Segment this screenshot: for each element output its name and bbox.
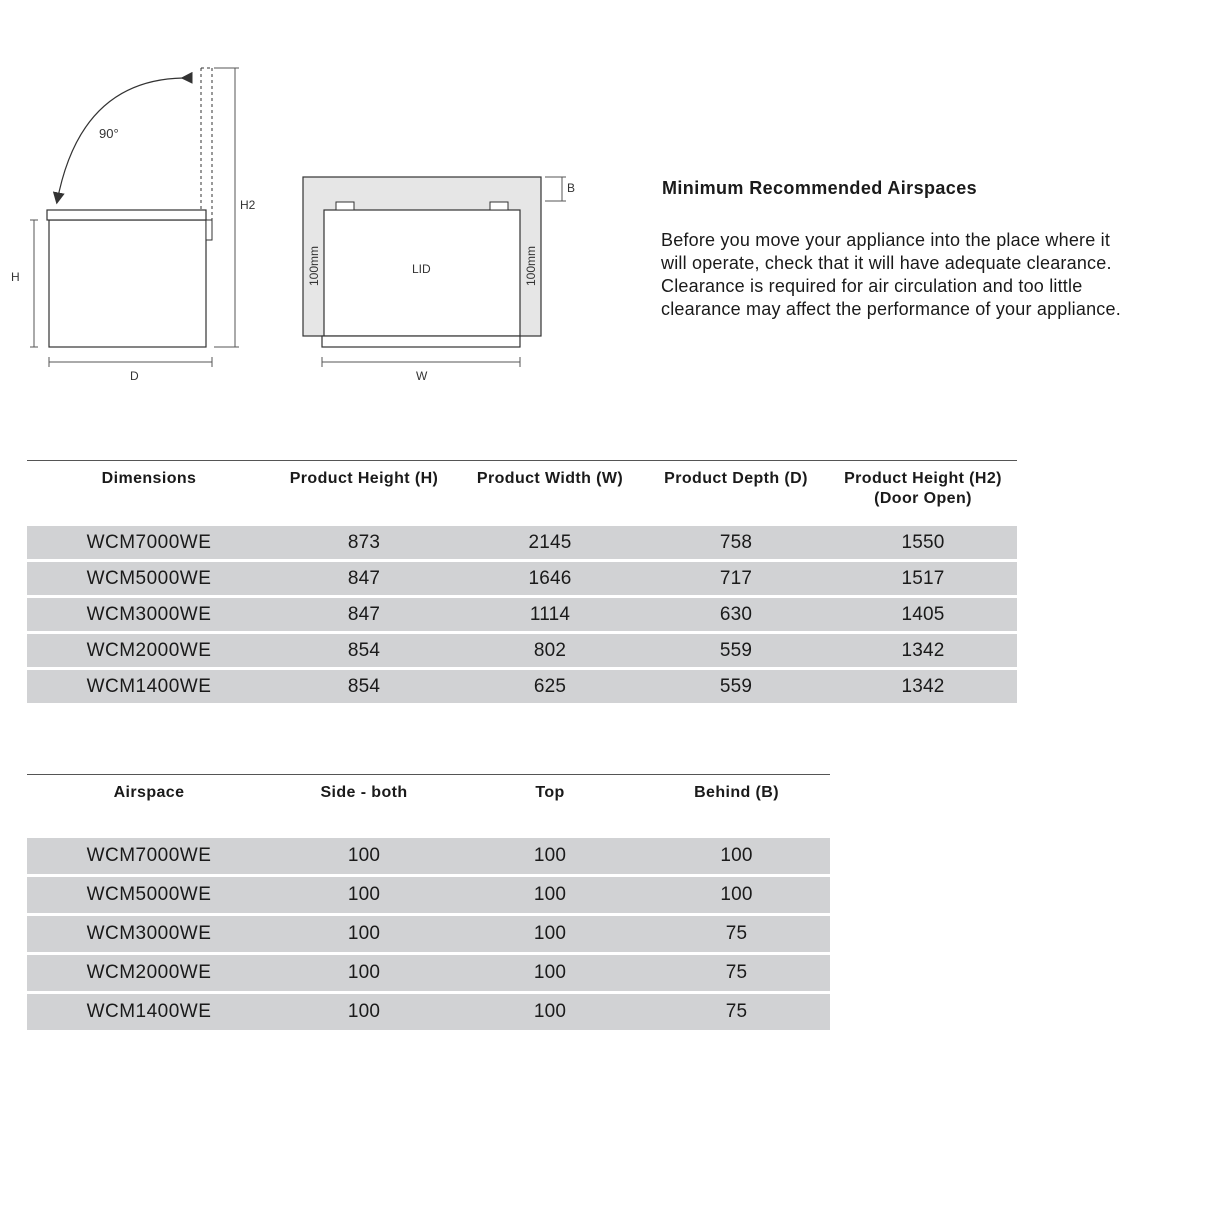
- table-cell: 100: [271, 994, 457, 1030]
- width-label: W: [416, 369, 428, 383]
- table-cell: 854: [271, 634, 457, 667]
- hinge-right: [490, 202, 508, 210]
- table-row: [27, 877, 830, 913]
- table-cell: 100: [643, 838, 830, 874]
- info-title: Minimum Recommended Airspaces: [662, 178, 978, 198]
- table-cell: 1114: [457, 598, 643, 631]
- table-header-row: [27, 774, 830, 835]
- dimension-diagrams: [0, 0, 640, 410]
- table-cell: 75: [643, 955, 830, 991]
- table-cell: WCM3000WE: [27, 598, 271, 631]
- table-cell: WCM5000WE: [27, 877, 271, 913]
- table-row: [27, 916, 830, 952]
- table-cell: 100: [271, 916, 457, 952]
- rotation-arc: [57, 78, 183, 202]
- table-cell: 100: [643, 877, 830, 913]
- table-cell: 873: [271, 526, 457, 559]
- column-header: [829, 460, 1017, 523]
- column-header: Product Width (W): [457, 460, 643, 523]
- angle-label: 90°: [99, 126, 119, 141]
- height-label: H: [11, 270, 20, 284]
- depth-label: D: [130, 369, 139, 383]
- column-header-line: Product Height (H2): [844, 470, 1002, 487]
- info-body: Before you move your appliance into the place where it will operate, check that it will have adequate clearance. Clearance is required for air circulation and too little clearance may affect the performance of your appliance.: [661, 230, 1121, 319]
- table-cell: 854: [271, 670, 457, 703]
- table-cell: 1342: [829, 634, 1017, 667]
- table-cell: WCM2000WE: [27, 634, 271, 667]
- lid-label: LID: [412, 262, 431, 276]
- airspace-table: [27, 771, 830, 1033]
- behind-label: B: [567, 181, 576, 195]
- table-cell: 559: [643, 634, 829, 667]
- airspace-info: [661, 178, 1131, 321]
- table-cell: WCM5000WE: [27, 562, 271, 595]
- table-header-row: [27, 460, 1017, 523]
- dimensions-table: [27, 457, 1017, 706]
- side-clearance-left-label: 100mm: [307, 245, 321, 287]
- h2-label: H2: [240, 198, 256, 212]
- table-cell: 802: [457, 634, 643, 667]
- table-cell: WCM1400WE: [27, 670, 271, 703]
- table-cell: 100: [271, 838, 457, 874]
- side-clearance-right-label: 100mm: [524, 245, 538, 287]
- table-cell: 625: [457, 670, 643, 703]
- table-cell: 75: [643, 916, 830, 952]
- cabinet-body: [49, 220, 206, 347]
- table-row: [27, 670, 1017, 703]
- table-cell: WCM2000WE: [27, 955, 271, 991]
- table-cell: 100: [457, 994, 643, 1030]
- table-cell: WCM3000WE: [27, 916, 271, 952]
- table-cell: 2145: [457, 526, 643, 559]
- table-row: [27, 634, 1017, 667]
- table-cell: 847: [271, 598, 457, 631]
- table-cell: WCM1400WE: [27, 994, 271, 1030]
- table-cell: 1646: [457, 562, 643, 595]
- table-cell: 1342: [829, 670, 1017, 703]
- table-row: [27, 562, 1017, 595]
- top-view-diagram: [303, 177, 575, 383]
- table-cell: 100: [457, 955, 643, 991]
- column-header: Behind (B): [643, 774, 830, 835]
- hinge-left: [336, 202, 354, 210]
- table-cell: 1550: [829, 526, 1017, 559]
- table-cell: 1517: [829, 562, 1017, 595]
- table-row: [27, 838, 830, 874]
- column-header: Product Height (H): [271, 460, 457, 523]
- table-cell: WCM7000WE: [27, 526, 271, 559]
- table-cell: 630: [643, 598, 829, 631]
- table-cell: 100: [271, 877, 457, 913]
- column-header: Product Depth (D): [643, 460, 829, 523]
- table-row: [27, 598, 1017, 631]
- side-view-diagram: [11, 68, 256, 383]
- table-cell: 1405: [829, 598, 1017, 631]
- table-cell: 100: [457, 838, 643, 874]
- table-cell: 100: [457, 916, 643, 952]
- table-cell: 758: [643, 526, 829, 559]
- column-header: Side - both: [271, 774, 457, 835]
- table-row: [27, 526, 1017, 559]
- table-row: [27, 955, 830, 991]
- table-cell: 847: [271, 562, 457, 595]
- column-header: Top: [457, 774, 643, 835]
- table-cell: WCM7000WE: [27, 838, 271, 874]
- cabinet-front: [322, 336, 520, 347]
- table-cell: 559: [643, 670, 829, 703]
- table-cell: 100: [271, 955, 457, 991]
- column-header-subline: (Door Open): [874, 490, 972, 507]
- table-cell: 100: [457, 877, 643, 913]
- table-cell: 75: [643, 994, 830, 1030]
- closed-lid: [47, 210, 206, 220]
- column-header: Airspace: [27, 774, 271, 835]
- lid-handle: [206, 220, 212, 240]
- table-row: [27, 994, 830, 1030]
- column-header: Dimensions: [27, 460, 271, 523]
- table-cell: 717: [643, 562, 829, 595]
